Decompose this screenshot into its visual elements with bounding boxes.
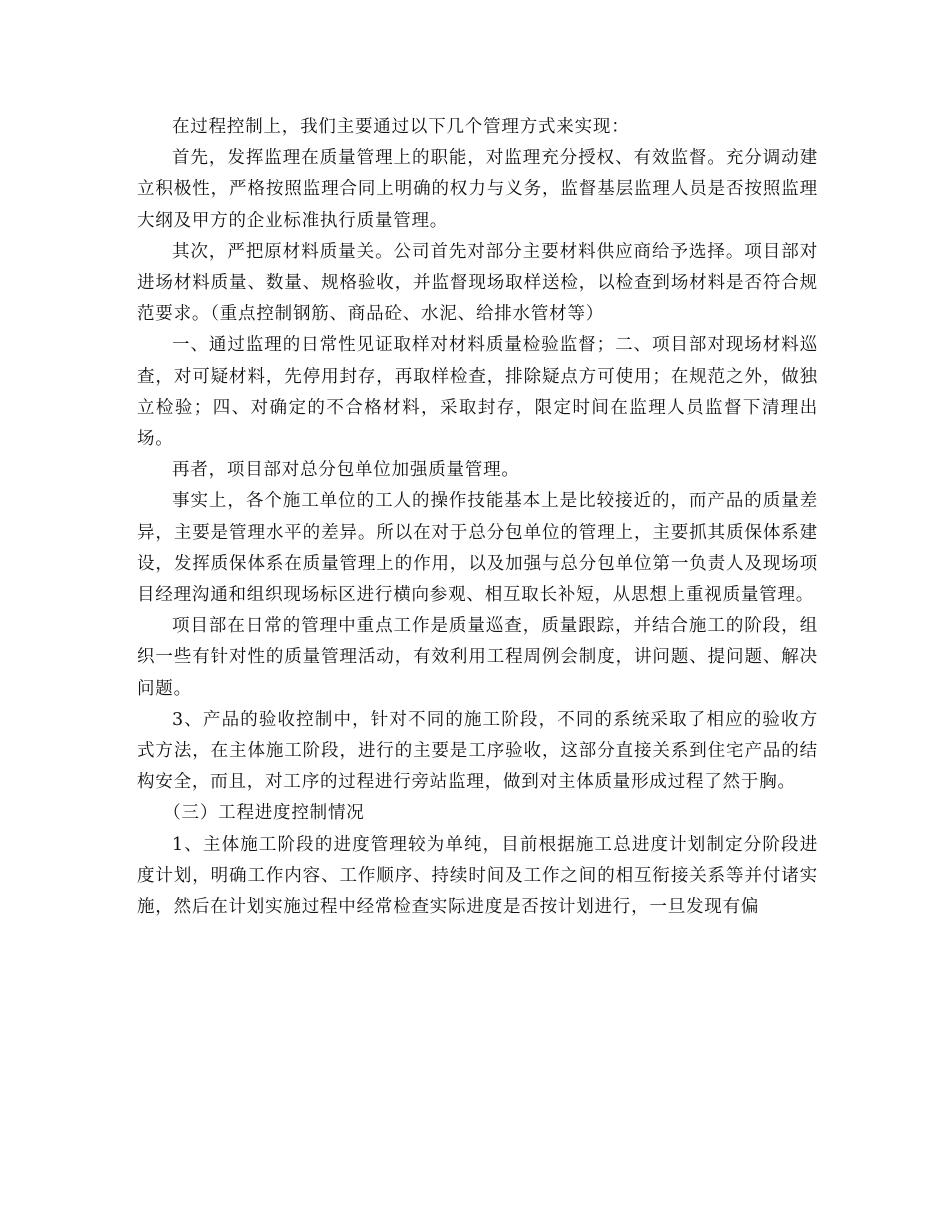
paragraph-progress-management: 1、主体施工阶段的进度管理较为单纯，目前根据施工总进度计划制定分阶段进度计划，明确工作内容、工作顺序、持续时间及工作之间的相互衔接关系等并付诸实施，然后在计划实施过程中经常检查实际进度是否按计划进行，一旦发现有偏 bbox=[137, 834, 818, 918]
paragraph-management-level: 事实上，各个施工单位的工人的操作技能基本上是比较接近的，而产品的质量差异，主要是管理水平的差异。所以在对于总分包单位的管理上，主要抓其质保体系建设，发挥质保体系在质量管理上的作用，以及加强与总分包单位第一负责人及现场项目经理沟通和组织现场标区进行横向参观、相互取长补短，从思想上重视质量管理。 bbox=[137, 491, 818, 606]
paragraph-quality-inspection: 项目部在日常的管理中重点工作是质量巡查，质量跟踪，并结合施工的阶段，组织一些有针对性的质量管理活动，有效利用工程周例会制度，讲问题、提问题、解决问题。 bbox=[137, 616, 818, 699]
paragraph-subcontractor: 再者，项目部对总分包单位加强质量管理。 bbox=[172, 460, 520, 481]
paragraph-acceptance-control: 3、产品的验收控制中，针对不同的施工阶段，不同的系统采取了相应的验收方式方法，在主体施工阶段，进行的主要是工序验收，这部分直接关系到住宅产品的结构安全，而且，对工序的过程进行旁站监理，做到对主体质量形成过程了然于胸。 bbox=[137, 709, 818, 793]
document-body bbox=[137, 112, 818, 923]
paragraph-process-control-intro: 在过程控制上，我们主要通过以下几个管理方式来实现： bbox=[172, 117, 630, 137]
section-heading-progress-control: （三）工程进度控制情况 bbox=[163, 803, 365, 824]
paragraph-material-inspection: 一、通过监理的日常性见证取样对材料质量检验监督；二、项目部对现场材料巡查，对可疑材料，先停用封存，再取样检查，排除疑点方可使用；在规范之外，做独立检验；四、对确定的不合格材料，采取封存，限定时间在监理人员监督下清理出场。 bbox=[137, 335, 818, 450]
paragraph-supervision: 首先，发挥监理在质量管理上的职能，对监理充分授权、有效监督。充分调动建立积极性，严格按照监理合同上明确的权力与义务，监督基层监理人员是否按照监理大纲及甲方的企业标准执行质量管理。 bbox=[137, 148, 818, 231]
paragraph-raw-materials: 其次，严把原材料质量关。公司首先对部分主要材料供应商给予选择。项目部对进场材料质量、数量、规格验收，并监督现场取样送检，以检查到场材料是否符合规范要求。（重点控制钢筋、商品砼、水泥、给排水管材等） bbox=[137, 241, 818, 325]
